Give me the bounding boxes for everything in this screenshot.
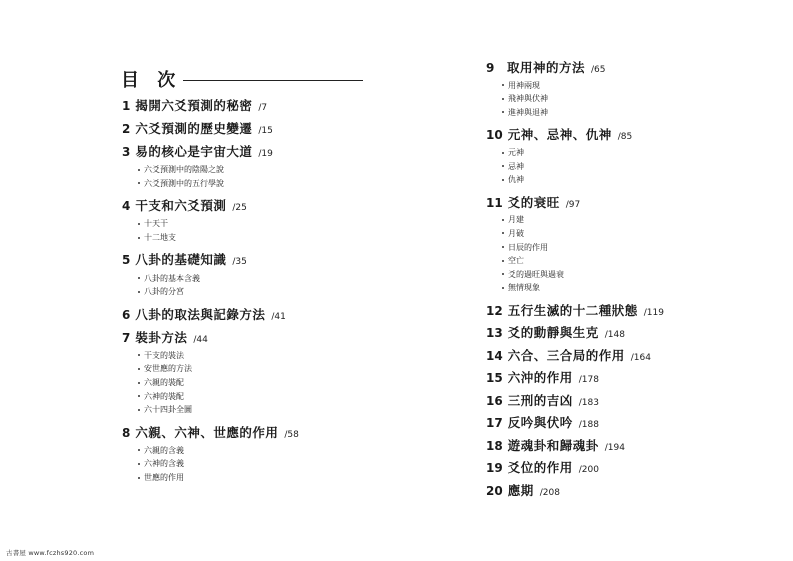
chapter-number: 7 bbox=[122, 330, 131, 345]
chapter-title: 干支和六爻預測 bbox=[135, 198, 227, 214]
chapter-number: 11 bbox=[486, 195, 503, 210]
subsection-item[interactable] bbox=[122, 217, 382, 231]
subsection-title: 進神與退神 bbox=[508, 107, 548, 117]
bullet-icon bbox=[138, 182, 140, 184]
chapter-title: 揭開六爻預測的秘密 bbox=[135, 98, 253, 113]
toc-entry[interactable] bbox=[486, 391, 776, 414]
chapter-number: 10 bbox=[486, 128, 503, 143]
subsection-title: 月建 bbox=[508, 215, 524, 225]
toc-heading bbox=[121, 66, 363, 92]
bullet-icon bbox=[138, 354, 140, 356]
chapter-number: 4 bbox=[122, 199, 131, 214]
bullet-icon bbox=[138, 409, 140, 411]
bullet-icon bbox=[502, 179, 504, 181]
toc-entry[interactable] bbox=[486, 436, 776, 459]
chapter-number: 17 bbox=[486, 416, 503, 431]
subsection-title: 八卦的基本含義 bbox=[144, 273, 200, 283]
chapter-title: 應期 bbox=[507, 482, 534, 498]
subsection-title: 仇神 bbox=[508, 175, 524, 185]
chapter-title: 爻位的作用 bbox=[507, 460, 573, 476]
toc-right-column bbox=[486, 58, 776, 503]
page-number: /19 bbox=[258, 149, 273, 159]
page-number: /194 bbox=[604, 442, 625, 453]
subsection-list bbox=[122, 217, 382, 244]
page-number: /41 bbox=[271, 311, 286, 322]
toc-entry[interactable] bbox=[486, 193, 776, 216]
bullet-icon bbox=[502, 84, 504, 86]
bullet-icon bbox=[138, 291, 140, 293]
subsection-title: 元神 bbox=[508, 148, 524, 158]
subsection-title: 六親的含義 bbox=[144, 445, 184, 455]
subsection-title: 用神兩現 bbox=[508, 80, 540, 90]
toc-entry[interactable] bbox=[486, 323, 776, 346]
subsection-title: 八卦的分宮 bbox=[144, 287, 184, 297]
subsection-item[interactable] bbox=[486, 227, 776, 241]
bullet-icon bbox=[138, 449, 140, 451]
subsection-item[interactable] bbox=[486, 173, 776, 187]
toc-entry[interactable] bbox=[486, 413, 776, 436]
subsection-item[interactable] bbox=[486, 106, 776, 120]
subsection-list bbox=[122, 444, 382, 485]
chapter-number: 18 bbox=[486, 438, 503, 453]
page-number: /164 bbox=[630, 352, 651, 363]
bullet-icon bbox=[138, 169, 140, 171]
subsection-item[interactable] bbox=[122, 349, 382, 363]
subsection-title: 六神的裝配 bbox=[144, 391, 184, 401]
page-number: /178 bbox=[578, 375, 599, 386]
toc-left-column bbox=[122, 96, 382, 490]
toc-entry[interactable] bbox=[486, 346, 776, 369]
chapter-title: 爻的衰旺 bbox=[507, 194, 560, 210]
bullet-icon bbox=[502, 273, 504, 275]
chapter-number: 5 bbox=[122, 253, 131, 268]
subsection-title: 干支的裝法 bbox=[144, 350, 184, 360]
subsection-item[interactable] bbox=[122, 271, 382, 285]
subsection-item[interactable] bbox=[486, 159, 776, 173]
page-number: /44 bbox=[193, 334, 208, 345]
chapter-number: 20 bbox=[486, 483, 503, 498]
subsection-item[interactable] bbox=[486, 79, 776, 93]
toc-entry[interactable] bbox=[486, 125, 776, 148]
chapter-title: 遊魂卦和歸魂卦 bbox=[507, 437, 599, 453]
subsection-title: 無情現象 bbox=[508, 283, 540, 293]
toc-entry[interactable] bbox=[122, 196, 382, 219]
subsection-list bbox=[122, 349, 382, 417]
chapter-title: 元神、忌神、仇神 bbox=[507, 127, 612, 143]
subsection-title: 六神的含義 bbox=[144, 459, 184, 469]
page-number: /208 bbox=[539, 487, 560, 498]
chapter-title: 反吟與伏吟 bbox=[507, 415, 573, 431]
subsection-item[interactable] bbox=[122, 285, 382, 299]
toc-entry[interactable] bbox=[122, 250, 382, 273]
subsection-title: 飛神與伏神 bbox=[508, 94, 548, 104]
subsection-title: 六爻預測中的陰陽之說 bbox=[144, 165, 224, 175]
chapter-title: 八卦的基礎知識 bbox=[135, 252, 227, 268]
toc-entry[interactable] bbox=[486, 368, 776, 391]
subsection-list bbox=[486, 213, 776, 295]
chapter-title: 五行生滅的十二種狀態 bbox=[507, 302, 638, 318]
page-number: /25 bbox=[232, 203, 247, 214]
toc-entry[interactable] bbox=[122, 423, 382, 446]
subsection-item[interactable] bbox=[486, 254, 776, 268]
page-number: /7 bbox=[258, 103, 268, 113]
subsection-list bbox=[486, 79, 776, 120]
subsection-title: 十二地支 bbox=[144, 233, 176, 243]
bullet-icon bbox=[502, 98, 504, 100]
page-number: /65 bbox=[591, 65, 606, 75]
page-number: /183 bbox=[578, 397, 599, 408]
toc-entry[interactable] bbox=[122, 96, 382, 119]
page-number: /148 bbox=[604, 330, 625, 341]
subsection-item[interactable] bbox=[122, 403, 382, 417]
subsection-item[interactable] bbox=[486, 213, 776, 227]
subsection-title: 六十四卦全圖 bbox=[144, 405, 192, 415]
chapter-title: 易的核心是宇宙大道 bbox=[135, 144, 253, 159]
chapter-title: 取用神的方法 bbox=[507, 60, 586, 75]
bullet-icon bbox=[502, 287, 504, 289]
bullet-icon bbox=[502, 219, 504, 221]
subsection-item[interactable] bbox=[122, 362, 382, 376]
bullet-icon bbox=[138, 395, 140, 397]
chapter-number: 3 bbox=[122, 145, 131, 159]
bullet-icon bbox=[502, 246, 504, 248]
toc-entry[interactable] bbox=[486, 458, 776, 481]
chapter-number: 6 bbox=[122, 307, 131, 322]
bullet-icon bbox=[138, 237, 140, 239]
subsection-title: 忌神 bbox=[508, 161, 524, 171]
chapter-number: 8 bbox=[122, 425, 131, 440]
subsection-item[interactable] bbox=[122, 444, 382, 458]
subsection-item[interactable] bbox=[122, 177, 382, 191]
chapter-number: 12 bbox=[486, 303, 503, 318]
subsection-title: 十天干 bbox=[144, 219, 168, 229]
subsection-title: 六爻預測中的五行學說 bbox=[144, 178, 224, 188]
chapter-title: 三刑的吉凶 bbox=[507, 392, 573, 408]
chapter-title: 裝卦方法 bbox=[135, 329, 188, 345]
bullet-icon bbox=[502, 111, 504, 113]
toc-entry[interactable] bbox=[122, 142, 382, 165]
chapter-number: 14 bbox=[486, 348, 503, 363]
chapter-number: 13 bbox=[486, 326, 503, 341]
bullet-icon bbox=[138, 368, 140, 370]
bullet-icon bbox=[502, 260, 504, 262]
subsection-list bbox=[486, 146, 776, 187]
toc-entry[interactable] bbox=[122, 305, 382, 328]
bullet-icon bbox=[502, 232, 504, 234]
chapter-title: 六合、三合局的作用 bbox=[507, 347, 625, 363]
page-number: /119 bbox=[643, 307, 664, 318]
chapter-number: 2 bbox=[122, 122, 131, 136]
bullet-icon bbox=[138, 382, 140, 384]
subsection-title: 六親的裝配 bbox=[144, 378, 184, 388]
page-number: /85 bbox=[617, 132, 633, 143]
subsection-list bbox=[122, 163, 382, 190]
chapter-number: 19 bbox=[486, 461, 503, 476]
subsection-title: 日辰的作用 bbox=[508, 242, 548, 252]
subsection-item[interactable] bbox=[486, 281, 776, 295]
chapter-title: 八卦的取法與記錄方法 bbox=[135, 306, 266, 322]
toc-entry[interactable] bbox=[122, 328, 382, 351]
page-number: /188 bbox=[578, 420, 599, 431]
bullet-icon bbox=[502, 152, 504, 154]
page-number: /35 bbox=[232, 257, 247, 268]
subsection-item[interactable] bbox=[122, 457, 382, 471]
bullet-icon bbox=[138, 223, 140, 225]
subsection-item[interactable] bbox=[486, 146, 776, 160]
bullet-icon bbox=[138, 277, 140, 279]
chapter-number: 15 bbox=[486, 371, 503, 386]
subsection-title: 爻的過旺與過衰 bbox=[508, 269, 564, 279]
heading-rule bbox=[183, 80, 363, 81]
page-number: /97 bbox=[565, 199, 581, 210]
page-number: /200 bbox=[578, 465, 599, 476]
subsection-item[interactable] bbox=[486, 267, 776, 281]
page-number: /15 bbox=[258, 126, 273, 136]
chapter-title: 爻的動靜與生克 bbox=[507, 325, 599, 341]
subsection-item[interactable] bbox=[122, 163, 382, 177]
subsection-title: 安世應的方法 bbox=[144, 364, 192, 374]
subsection-list bbox=[122, 271, 382, 298]
toc-heading-text: 目 次 bbox=[121, 70, 182, 91]
chapter-title: 六親、六神、世應的作用 bbox=[135, 424, 279, 440]
chapter-number: 9 bbox=[486, 61, 495, 75]
chapter-title: 六沖的作用 bbox=[507, 370, 573, 386]
subsection-item[interactable] bbox=[122, 376, 382, 390]
page-number: /58 bbox=[284, 429, 299, 440]
subsection-title: 空亡 bbox=[508, 256, 524, 266]
bullet-icon bbox=[502, 165, 504, 167]
subsection-item[interactable] bbox=[486, 92, 776, 106]
toc-entry[interactable] bbox=[486, 301, 776, 324]
chapter-number: 1 bbox=[122, 99, 131, 113]
toc-entry[interactable] bbox=[486, 58, 776, 81]
bullet-icon bbox=[138, 463, 140, 465]
toc-entry[interactable] bbox=[122, 119, 382, 142]
subsection-item[interactable] bbox=[486, 240, 776, 254]
chapter-number: 16 bbox=[486, 393, 503, 408]
footer-watermark: 古書屋 www.fczhs920.com bbox=[6, 549, 95, 557]
subsection-item[interactable] bbox=[122, 471, 382, 485]
subsection-item[interactable] bbox=[122, 231, 382, 245]
subsection-title: 月破 bbox=[508, 228, 524, 238]
toc-entry[interactable] bbox=[486, 481, 776, 504]
chapter-title: 六爻預測的歷史變遷 bbox=[135, 121, 253, 136]
subsection-title: 世應的作用 bbox=[144, 473, 184, 483]
subsection-item[interactable] bbox=[122, 389, 382, 403]
bullet-icon bbox=[138, 477, 140, 479]
